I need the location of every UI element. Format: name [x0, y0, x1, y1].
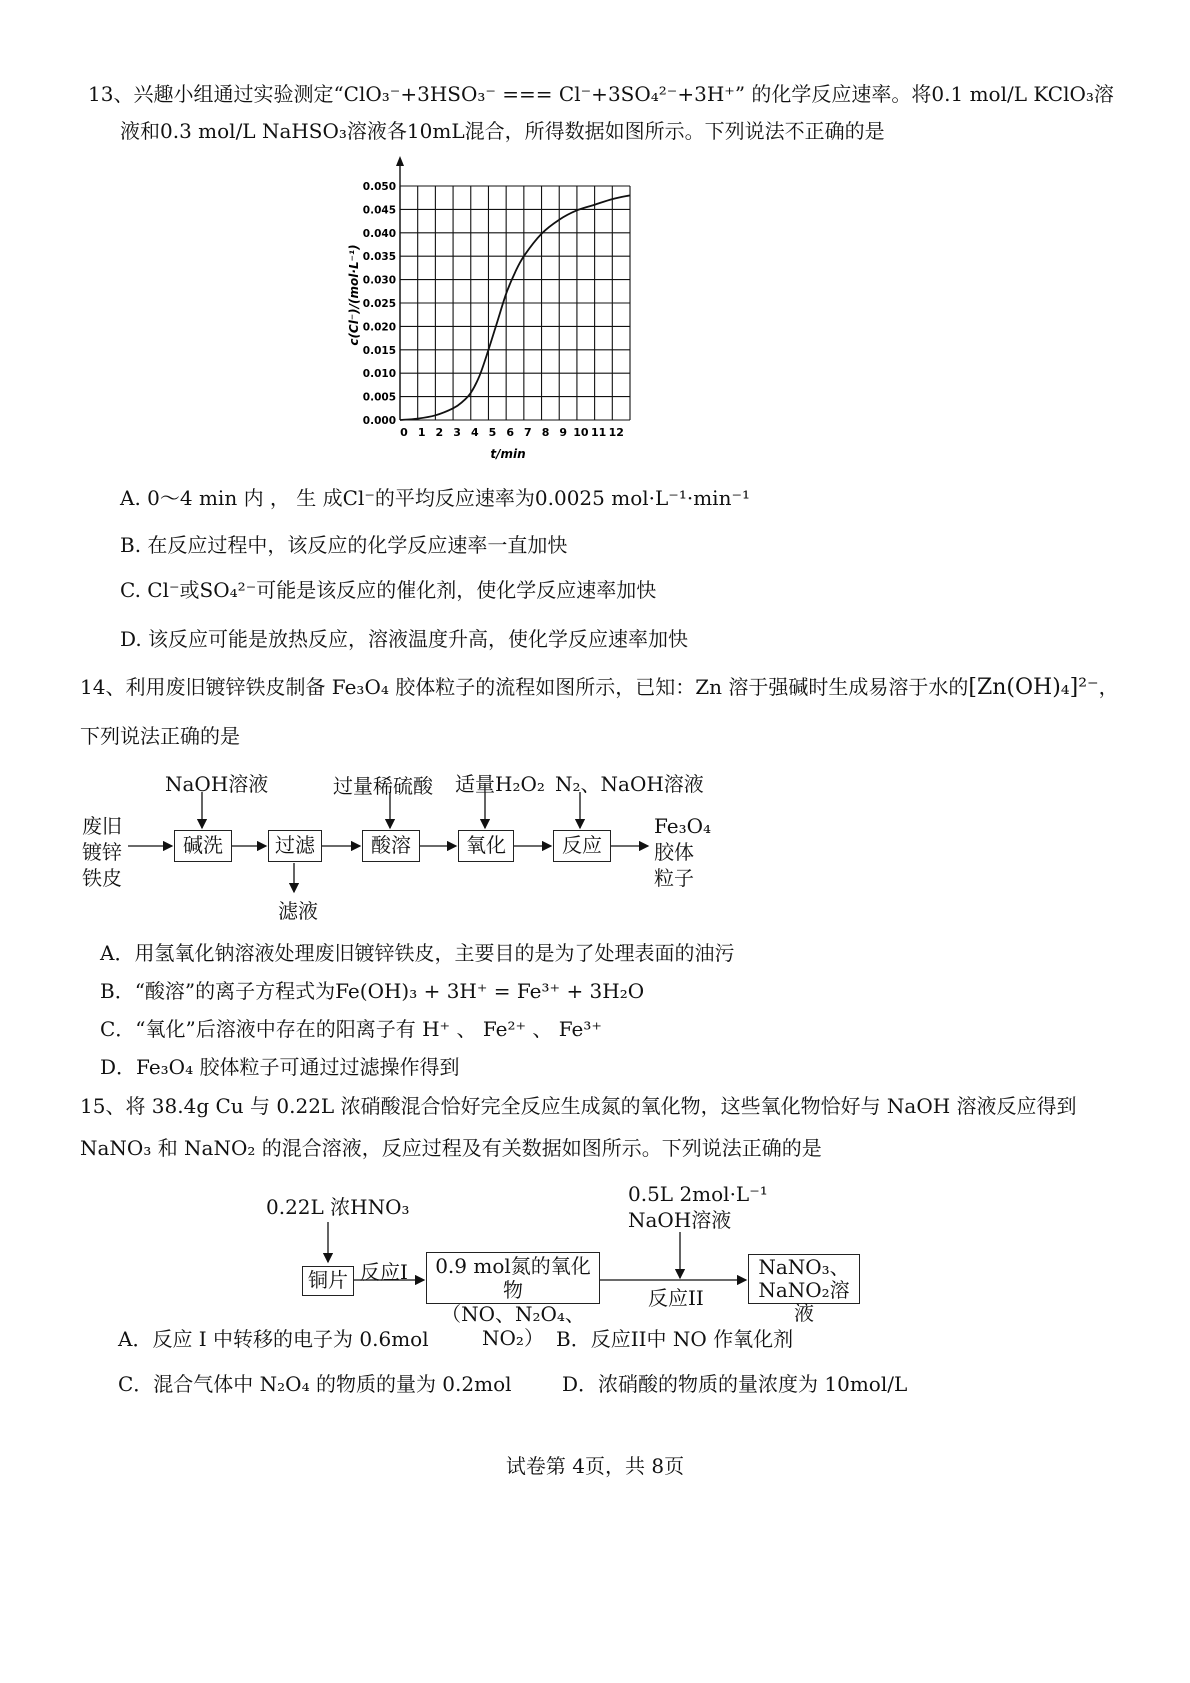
x-tick-label: 9 [559, 426, 568, 439]
q15-naoh-label [628, 1181, 768, 1233]
chart-y-axis-label: c(Cl⁻)/(mol·L⁻¹) [347, 244, 361, 346]
q15-reaction2-label: 反应II [648, 1286, 704, 1310]
y-axis-arrow [396, 156, 404, 166]
y-tick-label: 0.010 [362, 368, 396, 381]
oxides-line2: （NO、N₂O₄、NO₂） [441, 1302, 585, 1350]
chart-x-tick-labels [400, 426, 624, 439]
y-tick-label: 0.050 [362, 181, 396, 193]
x-tick-label: 1 [417, 426, 426, 439]
x-tick-label: 12 [608, 426, 624, 439]
cl-concentration-chart [340, 150, 680, 470]
x-tick-label: 6 [506, 426, 514, 439]
oxides-line1: 0.9 mol氮的氧化物 [435, 1254, 591, 1302]
chart-grid [400, 186, 630, 420]
x-tick-label: 8 [541, 426, 550, 439]
y-tick-label: 0.030 [362, 274, 396, 287]
q15-reaction1-label: 反应I [360, 1260, 408, 1284]
product-line2: NaNO₂溶液 [758, 1278, 850, 1325]
q13-option-c: C. Cl⁻或SO₄²⁻可能是该反应的催化剂，使化学反应速率加快 [120, 578, 657, 602]
x-tick-label: 2 [435, 426, 444, 439]
q14-reagent-acid: 过量稀硫酸 [333, 774, 433, 798]
chart-y-tick-labels [363, 181, 396, 427]
y-tick-label: 0.025 [362, 298, 396, 310]
flow-step-filter: 过滤 [268, 830, 322, 862]
q13-option-a: A. 0～4 min 内 ， 生 成Cl⁻的平均反应速率为0.0025 mol·L⁻¹·min⁻¹ [120, 486, 751, 510]
q14-stem-line1 [80, 673, 1119, 702]
y-tick-label: 0.040 [362, 227, 396, 240]
product-line: 胶体 [654, 840, 694, 864]
q13-stem-line2: 液和0.3 mol/L NaHSO₃溶液各10mL混合，所得数据如图所示。下列说法不正确的是 [120, 119, 885, 143]
q14-reagent-h2o2: 适量H₂O₂ [455, 772, 545, 796]
q15-oxides-box [426, 1252, 600, 1350]
y-tick-label: 0.020 [362, 321, 396, 334]
q14-filtrate: 滤液 [278, 899, 318, 923]
q14-reagent-n2-naoh: N₂、NaOH溶液 [555, 772, 704, 796]
flow-step-acid-dissolve: 酸溶 [362, 830, 420, 862]
x-tick-label: 3 [453, 426, 461, 439]
page-footer: 试卷第 4页，共 8页 [505, 1454, 685, 1478]
q14-option-b: B．“酸溶”的离子方程式为Fe(OH)₃ + 3H⁺ = Fe³⁺ + 3H₂O [100, 979, 645, 1003]
y-tick-label: 0.035 [362, 251, 396, 264]
q15-product-box [748, 1254, 860, 1325]
chart-series-line [400, 195, 630, 420]
flow-step-reaction: 反应 [553, 830, 611, 862]
y-tick-label: 0.005 [362, 391, 396, 404]
q14-option-d: D．Fe₃O₄ 胶体粒子可通过过滤操作得到 [100, 1055, 460, 1079]
q15-copper-box: 铜片 [302, 1266, 354, 1296]
q13-stem-line1: 13、兴趣小组通过实验测定“ClO₃⁻+3HSO₃⁻ === Cl⁻+3SO₄²⁻+3H⁺” 的化学反应速率。将0.1 mol/L KClO₃溶 [88, 82, 1114, 106]
product-line1: NaNO₃、 [758, 1255, 850, 1279]
q15-stem-line2: NaNO₃ 和 NaNO₂ 的混合溶液，反应过程及有关数据如图所示。下列说法正确的是 [80, 1136, 822, 1160]
q14-start-material [82, 813, 122, 891]
q14-zincate-complex: [Zn(OH)₄]²⁻ [968, 675, 1099, 700]
x-tick-label: 4 [470, 426, 479, 439]
y-tick-label: 0.045 [362, 204, 396, 217]
q15-acid-label: 0.22L 浓HNO₃ [266, 1195, 410, 1219]
q14-stem-tail: ， [1098, 675, 1119, 699]
flow-step-oxidation: 氧化 [458, 830, 514, 862]
q13-option-d: D. 该反应可能是放热反应，溶液温度升高，使化学反应速率加快 [120, 627, 689, 651]
q15-stem-line1: 15、将 38.4g Cu 与 0.22L 浓硝酸混合恰好完全反应生成氮的氧化物，这些氧化物恰好与 NaOH 溶液反应得到 [80, 1094, 1077, 1118]
naoh-line2: NaOH溶液 [628, 1208, 732, 1232]
x-tick-label: 10 [573, 426, 589, 439]
x-tick-label: 5 [488, 426, 497, 439]
y-tick-label: 0.015 [362, 344, 396, 357]
flow-step-alkali-wash: 碱洗 [174, 830, 232, 862]
x-tick-label: 0 [400, 426, 408, 439]
q14-product [654, 813, 711, 891]
q15-option-c: C．混合气体中 N₂O₄ 的物质的量为 0.2mol [118, 1372, 512, 1396]
x-tick-label: 7 [524, 426, 532, 439]
product-line: Fe₃O₄ [654, 814, 712, 838]
q14-option-c: C．“氧化”后溶液中存在的阳离子有 H⁺ 、 Fe²⁺ 、 Fe³⁺ [100, 1017, 602, 1041]
q15-option-d: D．浓硝酸的物质的量浓度为 10mol/L [562, 1372, 908, 1396]
naoh-line1: 0.5L 2mol·L⁻¹ [628, 1182, 768, 1206]
q15-option-a: A．反应 I 中转移的电子为 0.6mol [118, 1327, 429, 1351]
q13-option-b: B. 在反应过程中，该反应的化学反应速率一直加快 [120, 533, 568, 557]
product-line: 粒子 [654, 866, 694, 890]
start-line: 铁皮 [82, 866, 122, 890]
q14-reagent-naoh: NaOH溶液 [165, 772, 269, 796]
start-line: 废旧 [82, 814, 122, 838]
y-tick-label: 0.000 [362, 415, 396, 427]
q14-stem-text: 14、利用废旧镀锌铁皮制备 Fe₃O₄ 胶体粒子的流程如图所示，已知：Zn 溶于强碱时生成易溶于水的 [80, 675, 969, 699]
q14-option-a: A．用氢氧化钠溶液处理废旧镀锌铁皮，主要目的是为了处理表面的油污 [100, 941, 735, 965]
x-tick-label: 11 [590, 426, 607, 439]
chart-x-axis-label: t/min [490, 447, 526, 461]
q15-option-b: B．反应II中 NO 作氧化剂 [556, 1327, 794, 1351]
start-line: 镀锌 [82, 840, 122, 864]
q14-stem-line2: 下列说法正确的是 [80, 724, 240, 748]
chart-axes [396, 156, 404, 420]
